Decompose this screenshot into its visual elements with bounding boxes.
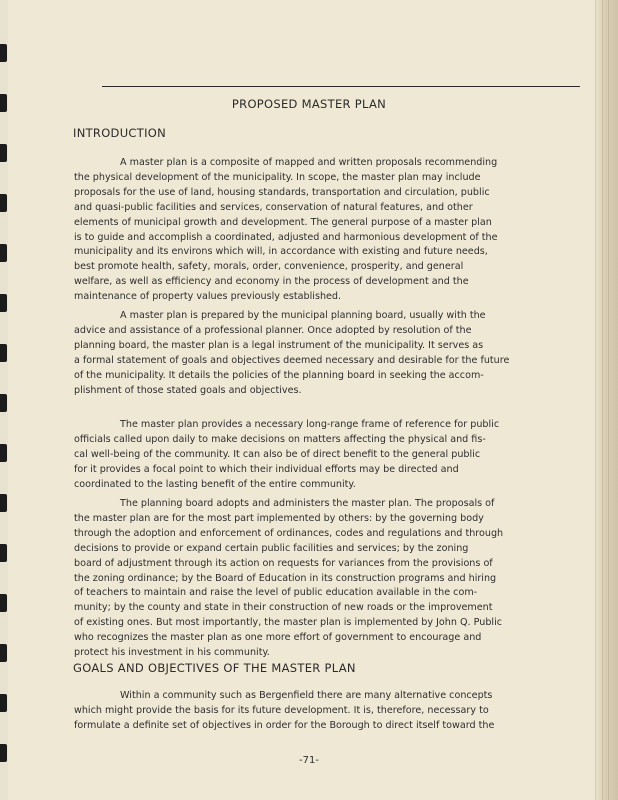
text-line: A master plan is a composite of mapped and written proposals recommending: [120, 157, 498, 168]
paragraph: [74, 497, 544, 661]
text-line: decisions to provide or expand certain public facilities and services; by the zoning: [74, 542, 469, 554]
text-line: which might provide the basis for its future development. It is, therefore, necessary to: [74, 704, 489, 716]
text-line: Within a community such as Bergenfield there are many alternative concepts: [120, 690, 493, 701]
text-line: A master plan is prepared by the municipal planning board, usually with the: [120, 310, 486, 321]
paragraph: [74, 156, 544, 305]
binding-ring: [0, 544, 7, 562]
paragraph: [74, 689, 544, 734]
binding-ring: [0, 444, 7, 462]
text-line: board of adjustment through its action on requests for variances from the provisions of: [74, 557, 493, 569]
binding-ring: [0, 394, 7, 412]
paragraph: [74, 309, 544, 398]
text-line: formulate a definite set of objectives in order for the Borough to direct itself toward the: [74, 719, 495, 731]
text-line: advice and assistance of a professional planner. Once adopted by resolution of the: [74, 324, 472, 336]
text-line: The planning board adopts and administers the master plan. The proposals of: [120, 498, 495, 509]
text-line: for it provides a focal point to which their individual efforts may be directed and: [74, 463, 459, 475]
binding-ring: [0, 694, 7, 712]
text-line: through the adoption and enforcement of ordinances, codes and regulations and through: [74, 527, 504, 539]
text-line: the zoning ordinance; by the Board of Education in its construction programs and hiring: [74, 572, 497, 584]
text-line: a formal statement of goals and objectives deemed necessary and desirable for the future: [74, 354, 510, 366]
page-title: PROPOSED MASTER PLAN: [231, 97, 387, 111]
text-line: maintenance of property values previously established.: [74, 291, 342, 303]
section-heading-goals: GOALS AND OBJECTIVES OF THE MASTER PLAN: [73, 661, 356, 675]
top-rule: [102, 86, 580, 87]
binding-ring: [0, 44, 7, 62]
text-line: of teachers to maintain and raise the level of public education available in the com-: [74, 587, 478, 599]
text-line: who recognizes the master plan as one more effort of government to encourage and: [74, 632, 482, 644]
text-line: welfare, as well as efficiency and economy in the process of development and the: [74, 276, 469, 288]
page-number: -71-: [299, 755, 319, 766]
binding-ring: [0, 644, 7, 662]
binding-ring: [0, 194, 7, 212]
text-line: is to guide and accomplish a coordinated, adjusted and harmonious development of the: [74, 231, 498, 243]
binding-ring: [0, 344, 7, 362]
text-line: best promote health, safety, morals, order, convenience, prosperity, and general: [74, 261, 464, 273]
text-line: and quasi-public facilities and services, conservation of natural features, and other: [74, 201, 473, 213]
text-line: elements of municipal growth and development. The general purpose of a master plan: [74, 216, 492, 228]
text-line: munity; by the county and state in their construction of new roads or the improvement: [74, 602, 493, 614]
underlying-page-edge: [595, 0, 618, 800]
text-line: of the municipality. It details the policies of the planning board in seeking the accom-: [74, 369, 484, 381]
text-line: officials called upon daily to make decisions on matters affecting the physical and fis-: [74, 433, 486, 445]
paragraph: [74, 418, 544, 493]
spiral-binding: [0, 0, 8, 800]
text-line: planning board, the master plan is a legal instrument of the municipality. It serves as: [74, 339, 484, 351]
binding-ring: [0, 244, 7, 262]
text-line: of existing ones. But most importantly, the master plan is implemented by John Q. Public: [74, 617, 503, 629]
text-line: the master plan are for the most part implemented by others: by the governing body: [74, 512, 484, 524]
text-line: protect his investment in his community.: [74, 647, 270, 659]
text-line: plishment of those stated goals and objectives.: [74, 384, 302, 396]
text-line: municipality and its environs which will, in accordance with existing and future needs,: [74, 246, 488, 258]
binding-ring: [0, 494, 7, 512]
binding-ring: [0, 594, 7, 612]
section-heading-introduction: INTRODUCTION: [73, 126, 167, 140]
text-line: the physical development of the municipality. In scope, the master plan may include: [74, 171, 481, 183]
text-line: proposals for the use of land, housing standards, transportation and circulation, public: [74, 186, 490, 198]
binding-ring: [0, 144, 7, 162]
text-line: cal well-being of the community. It can also be of direct benefit to the general public: [74, 448, 481, 460]
binding-ring: [0, 294, 7, 312]
text-line: The master plan provides a necessary long-range frame of reference for public: [120, 419, 500, 430]
text-line: coordinated to the lasting benefit of the entire community.: [74, 478, 356, 490]
